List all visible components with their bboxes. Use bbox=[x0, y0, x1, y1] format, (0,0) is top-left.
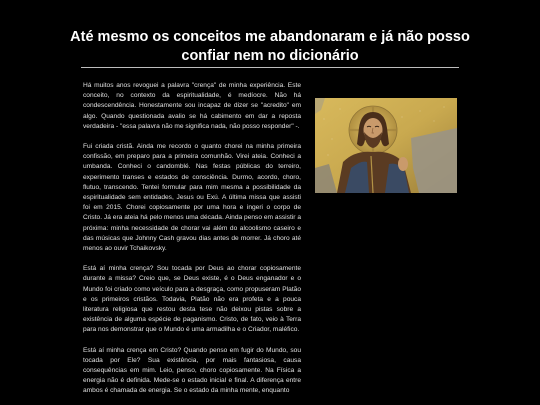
damaged-area-right bbox=[411, 128, 457, 193]
paragraph-1: Há muitos anos revoguei a palavra "crença" de minha experiência. Este conceito, no contexto da espiritualidade, é medíocre. Não há condescendência. Honestamente sou incapaz de dizer se "acredito" em algo. Quando questionada avalio se há cabimento em dar a reposta verdadeira - "essa palavra não me significa nada, não posso responder" -. bbox=[83, 82, 301, 130]
paragraph-2: Fui criada cristã. Ainda me recordo o quanto chorei na minha primeira confissão, em preparo para a primeira comunhão. Virei ateia. Conheci a umbanda. Conheci o candomblé. Nas festas públicas do terreiro, experimento transes e estados de consciência. Durmo, acordo, choro, flutuo, transcendo. Tentei formular para mim mesma a possibilidade da espiritualidade sem entidades, Jesus ou Exú. A última missa que assisti foi em 2015. Chorei copiosamente por uma hora e ingeri o corpo de Cristo. Já era ateia há pelo menos uma década. Ainda penso em assistir a próxima: minha necessidade de chorar vai além do alcoolismo caseiro e das músicas que Johnny Cash gravou dias antes de morrer. Já choro até menos ao ouvir Tchaikovsky. bbox=[83, 143, 301, 253]
blessing-hand bbox=[398, 157, 408, 171]
paragraph-4: Está aí minha crença em Cristo? Quando penso em fugir do Mundo, sou tocada por Ele? Sua existência, por mais fantasiosa, causa consequências em mim. Leio, penso, choro copiosamente. Na Física a energia não é definida. Mede-se o estado inicial e final. A diferença entre ambos é chamada de energia. Se o estado da minha mente, enquanto bbox=[83, 346, 301, 395]
title-divider bbox=[81, 67, 459, 68]
article-body bbox=[83, 81, 301, 405]
christ-pantocrator-mosaic bbox=[315, 98, 457, 193]
article-title: Até mesmo os conceitos me abandonaram e já não posso confiar nem no dicionário bbox=[70, 29, 470, 64]
mosaic-image bbox=[315, 98, 457, 193]
paragraph-3: Está aí minha crença? Sou tocada por Deus ao chorar copiosamente durante a missa? Creio que, se Deus existe, é o Deus enganador e o Mundo foi criado como veículo para a desgraça, como propuseram Platão e os primeiros cristãos. Todavia, Platão não era profeta e a pouca literatura religiosa que restou desta tese não deixou pistas sobre a existência de alguma espécie de paganismo. Cristo, de fato, veio à Terra para nos demonstrar que o Mundo é uma armadilha e o Criador, maléfico. bbox=[83, 265, 301, 334]
